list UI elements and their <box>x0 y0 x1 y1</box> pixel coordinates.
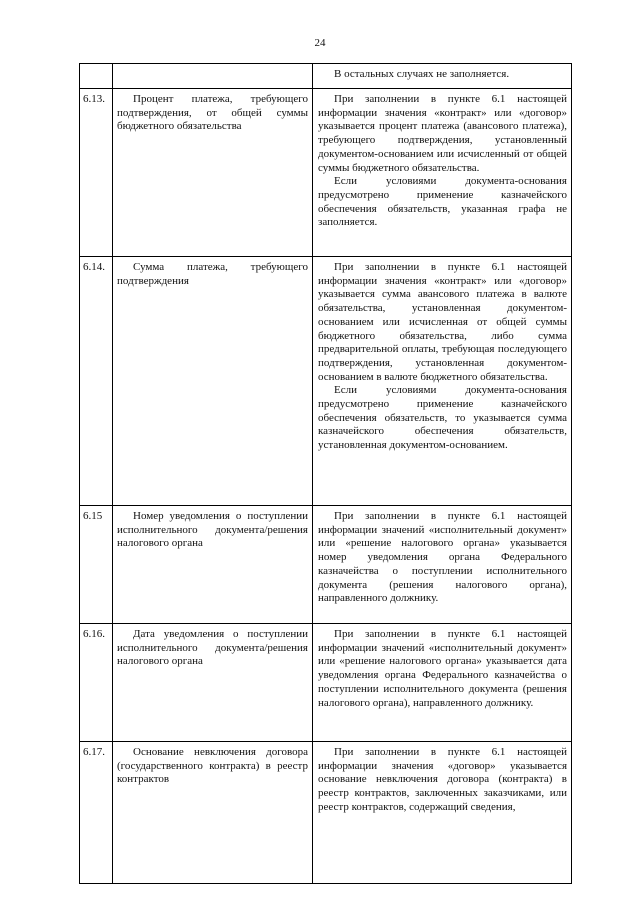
field-name <box>113 624 313 742</box>
field-description <box>313 257 572 506</box>
description-paragraph: Если условиями документа-основания предусмотрено применение казначейского обеспечения обязательств, указанная графа не заполняется. <box>318 175 567 229</box>
table-row <box>80 64 572 89</box>
description-paragraph: При заполнении в пункте 6.1 настоящей информации значения «контракт» или «договор» указывается сумма авансового платежа в валюте обязательства, установленная документом-основанием или исчисленная от общей суммы бюджетного обязательства, либо сумма предварительной оплаты, требующая последующего подтверждения, установленная документом-основанием в валюте бюджетного обязательства. <box>318 261 567 383</box>
requirements-table <box>79 63 572 884</box>
table-row <box>80 506 572 624</box>
row-number: 6.13. <box>80 89 113 257</box>
table-row <box>80 89 572 257</box>
description-paragraph: В остальных случаях не заполняется. <box>334 68 510 80</box>
row-number: 6.17. <box>80 742 113 884</box>
field-name-text: Дата уведомления о поступлении исполнительного документа/решения налогового органа <box>117 628 308 668</box>
table-row <box>80 257 572 506</box>
row-number: 6.14. <box>80 257 113 506</box>
description-paragraph: При заполнении в пункте 6.1 настоящей информации значения «контракт» или «договор» указывается процент платежа (авансового платежа), требующего подтверждения, установленный документом-основанием или исчисленный от общей суммы бюджетного обязательства. <box>318 93 567 174</box>
row-number: 6.15 <box>80 506 113 624</box>
field-description <box>313 742 572 884</box>
field-description <box>313 506 572 624</box>
field-description <box>313 89 572 257</box>
table-row <box>80 742 572 884</box>
description-paragraph: При заполнении в пункте 6.1 настоящей информации значений «исполнительный документ» или «решение налогового органа» указывается дата уведомления органа Федерального казначейства о поступлении исполнительного документа (решения налогового органа), направленного должнику. <box>318 628 567 709</box>
page-number: 24 <box>314 37 326 49</box>
field-name <box>113 742 313 884</box>
description-paragraph: При заполнении в пункте 6.1 настоящей информации значения «договор» указывается основание невключения договора (контракта) в реестр контрактов, заключенных заказчиками, или реестр контрактов, содержащий сведения, <box>318 746 567 813</box>
table-row <box>80 624 572 742</box>
field-description <box>313 624 572 742</box>
field-name-text: Номер уведомления о поступлении исполнительного документа/решения налогового органа <box>117 510 308 550</box>
description-paragraph: При заполнении в пункте 6.1 настоящей информации значений «исполнительный документ» или «решение налогового органа» указывается номер уведомления органа Федерального казначейства о поступлении исполнительного документа (решения налогового органа), направленного должнику. <box>318 510 567 605</box>
field-name-text: Сумма платежа, требующего подтверждения <box>117 261 308 287</box>
field-name <box>113 506 313 624</box>
field-name-text: Основание невключения договора (государственного контракта) в реестр контрактов <box>117 746 308 786</box>
field-name-text: Процент платежа, требующего подтверждения, от общей суммы бюджетного обязательства <box>117 93 308 133</box>
field-name <box>113 64 313 89</box>
field-name <box>113 89 313 257</box>
row-number <box>80 64 113 89</box>
field-name <box>113 257 313 506</box>
field-description <box>313 64 572 89</box>
row-number: 6.16. <box>80 624 113 742</box>
description-paragraph: Если условиями документа-основания предусмотрено применение казначейского обеспечения обязательств, то указывается сумма казначейского обеспечения обязательств, установленная документом-основанием. <box>318 384 567 452</box>
